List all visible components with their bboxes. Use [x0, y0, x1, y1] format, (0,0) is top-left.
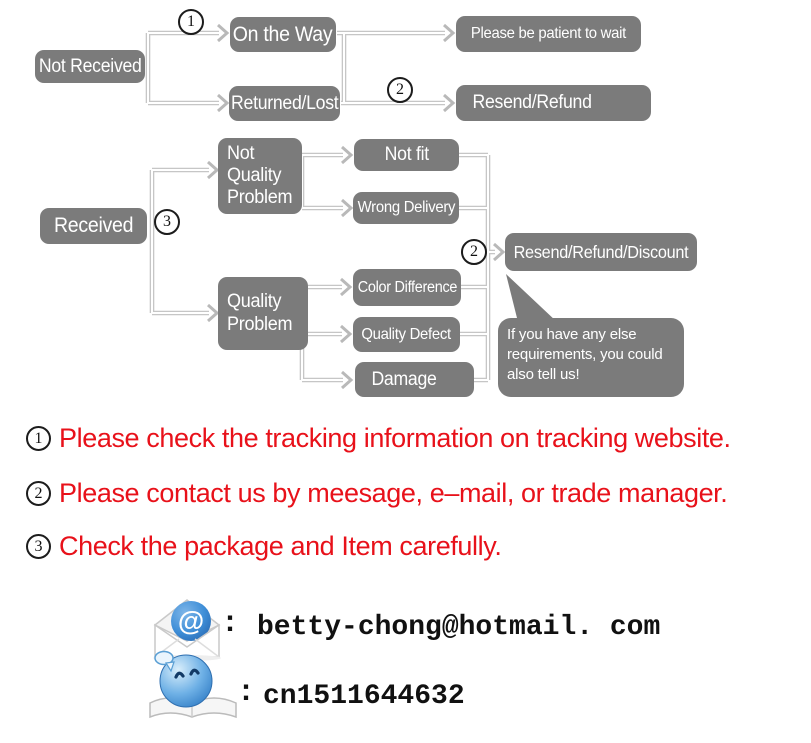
node-damage: Damage	[355, 362, 474, 397]
node-on-the-way: On the Way	[230, 17, 336, 52]
node-color-difference: Color Difference	[353, 269, 461, 306]
node-not-fit: Not fit	[354, 139, 459, 171]
svg-text:@: @	[177, 606, 205, 636]
speech-bubble: If you have any else requirements, you could also tell us!	[498, 318, 684, 397]
node-not-quality-problem: Not Quality Problem	[218, 138, 302, 214]
note-1-text: Please check the tracking information on tracking website.	[59, 423, 731, 453]
trade-manager-id: cn1511644632	[263, 681, 465, 712]
note-2-text: Please contact us by meesage, e–mail, or trade manager.	[59, 478, 728, 508]
note-3-text: Check the package and Item carefully.	[59, 531, 502, 561]
node-quality-problem: Quality Problem	[218, 277, 308, 350]
email-address: betty-chong@hotmail. com	[257, 612, 661, 643]
step-marker-3: 3	[154, 209, 180, 235]
speech-bubble-tail	[506, 274, 557, 322]
node-not-received: Not Received	[35, 50, 145, 83]
email-separator: :	[221, 607, 240, 641]
node-received: Received	[40, 208, 147, 244]
note-1	[26, 423, 731, 454]
step-marker-2-top: 2	[387, 77, 413, 103]
note-3	[26, 531, 501, 562]
trade-manager-separator: :	[237, 676, 256, 710]
node-returned-lost: Returned/Lost	[229, 86, 340, 121]
node-wrong-delivery: Wrong Delivery	[353, 192, 459, 224]
note-2-circle: 2	[26, 481, 51, 506]
node-please-wait: Please be patient to wait	[456, 16, 641, 52]
note-2	[26, 478, 727, 509]
note-1-circle: 1	[26, 426, 51, 451]
node-quality-defect: Quality Defect	[353, 317, 460, 352]
node-resend-refund-discount: Resend/Refund/Discount	[505, 233, 697, 271]
note-3-circle: 3	[26, 534, 51, 559]
trade-manager-icon	[144, 649, 240, 725]
step-marker-2-mid: 2	[461, 239, 487, 265]
step-marker-1: 1	[178, 9, 204, 35]
node-resend-refund: Resend/Refund	[456, 85, 651, 121]
